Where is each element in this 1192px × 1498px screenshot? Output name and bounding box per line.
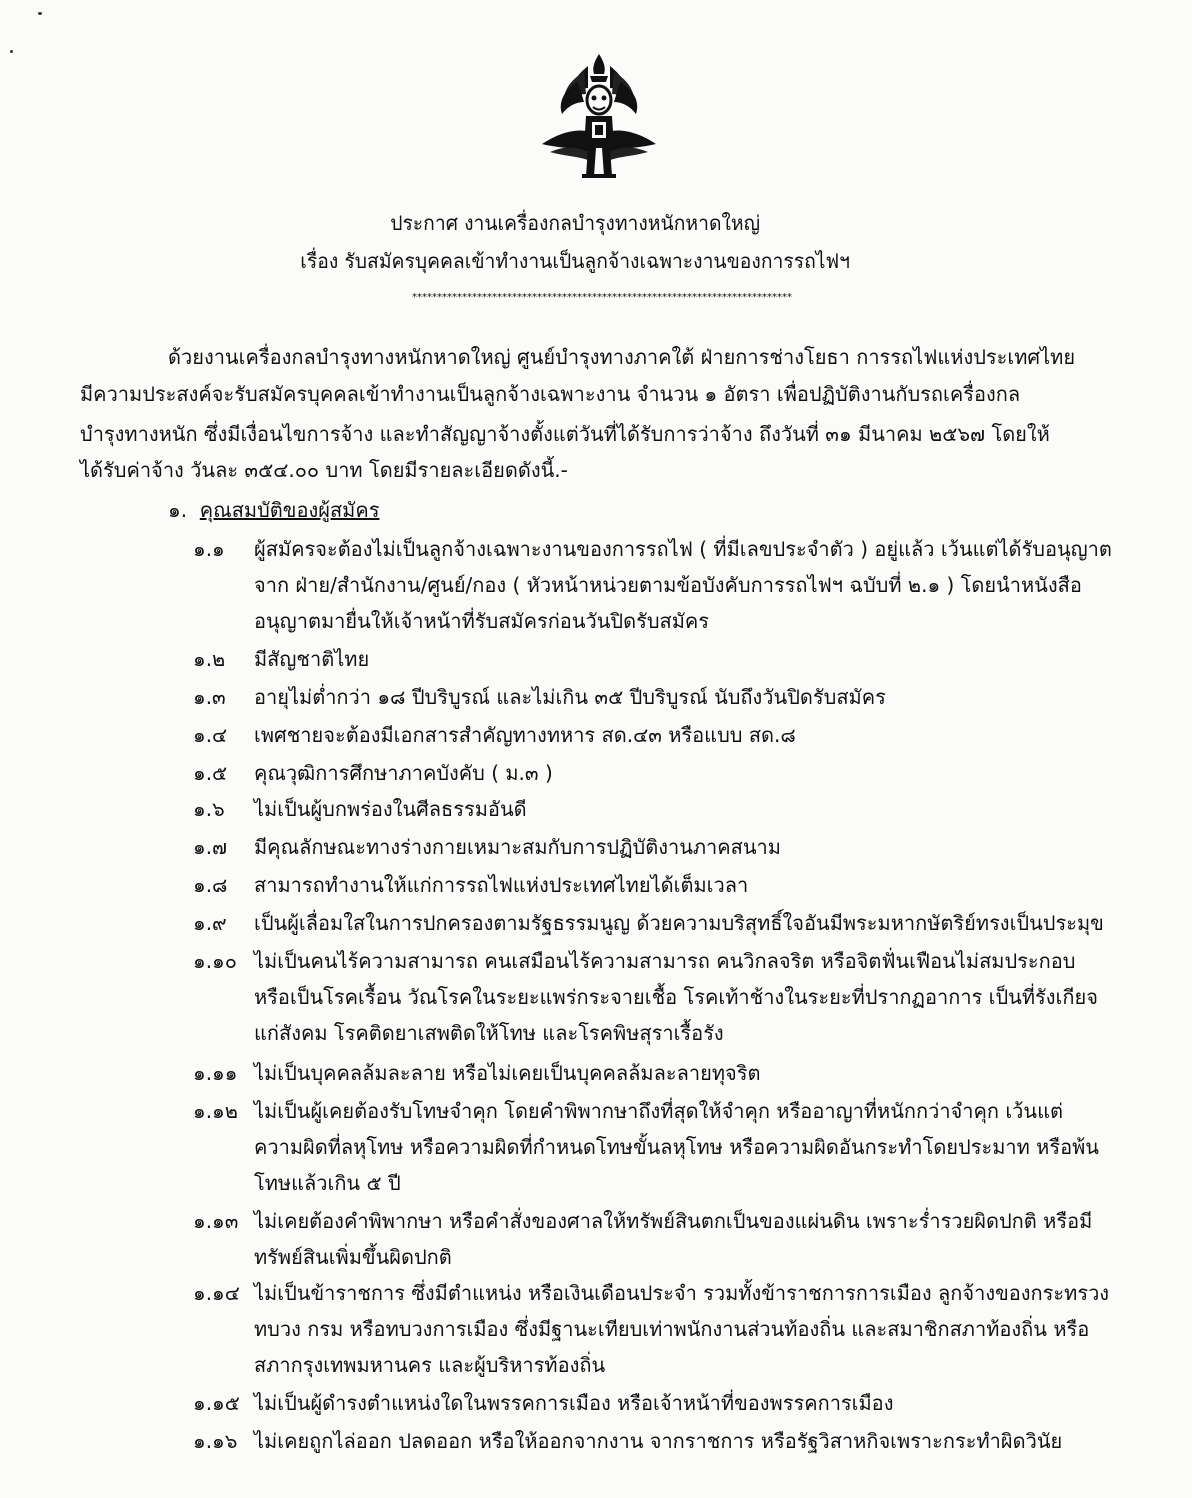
qualification-text xyxy=(254,679,1124,715)
qualification-line: หรือเป็นโรคเรื้อน วัณโรคในระยะแพร่กระจายเชื้อ โรคเท้าช้างในระยะที่ปรากฏอาการ เป็นที่รังเกียจ xyxy=(254,985,1098,1009)
intro-line-3: บำรุงทางหนัก ซึ่งมีเงื่อนไขการจ้าง และทำสัญญาจ้างตั้งแต่วันที่ได้รับการว่าจ้าง ถึงวันที่ ๓๑ มีนาคม ๒๕๖๗ โดยให้ xyxy=(80,422,1050,446)
qualification-text xyxy=(254,867,1124,903)
announcement-subject: เรื่อง รับสมัครบุคคลเข้าทำงานเป็นลูกจ้างเฉพาะงานของการรถไฟฯ xyxy=(300,249,850,273)
qualification-text xyxy=(254,1093,1124,1201)
qualification-number: ๑.๘ xyxy=(193,873,228,897)
qualification-number: ๑.๑ xyxy=(193,537,225,561)
qualification-number: ๑.๗ xyxy=(193,835,228,859)
section-title: คุณสมบัติของผู้สมัคร xyxy=(199,498,380,522)
qualification-line: ไม่เป็นผู้ดำรงตำแหน่งใดในพรรคการเมือง หรือเจ้าหน้าที่ของพรรคการเมือง xyxy=(254,1391,894,1415)
qualification-line: ทบวง กรม หรือทบวงการเมือง ซึ่งมีฐานะเทียบเท่าพนักงานส่วนท้องถิ่น และสมาชิกสภาท้องถิ่น หรือ xyxy=(254,1317,1090,1341)
section-heading xyxy=(168,496,379,524)
qualification-line: ไม่เป็นคนไร้ความสามารถ คนเสมือนไร้ความสามารถ คนวิกลจริต หรือจิตฟั่นเฟือนไม่สมประกอบ xyxy=(254,949,1076,973)
qualification-text xyxy=(254,531,1124,639)
qualification-number: ๑.๔ xyxy=(193,723,228,747)
qualification-text xyxy=(254,1275,1124,1383)
qualification-text xyxy=(254,791,1124,827)
qualification-text xyxy=(254,717,1124,753)
qualification-text xyxy=(254,943,1124,1051)
qualification-text xyxy=(254,755,1124,791)
qualification-line: มีสัญชาติไทย xyxy=(254,647,370,671)
qualification-line: สามารถทำงานให้แก่การรถไฟแห่งประเทศไทยได้เต็มเวลา xyxy=(254,873,749,897)
qualification-number: ๑.๒ xyxy=(193,647,226,671)
qualification-line: มีคุณลักษณะทางร่างกายเหมาะสมกับการปฏิบัติงานภาคสนาม xyxy=(254,835,781,859)
section-number: ๑. xyxy=(168,498,188,522)
qualification-line: ทรัพย์สินเพิ่มขึ้นผิดปกติ xyxy=(254,1245,452,1269)
qualification-line: โทษแล้วเกิน ๕ ปี xyxy=(254,1171,401,1195)
qualification-text xyxy=(254,1203,1124,1275)
qualification-number: ๑.๕ xyxy=(193,761,228,785)
qualification-line: อายุไม่ต่ำกว่า ๑๘ ปีบริบูรณ์ และไม่เกิน ๓๕ ปีบริบูรณ์ นับถึงวันปิดรับสมัคร xyxy=(254,685,886,709)
qualification-line: ไม่เคยถูกไล่ออก ปลดออก หรือให้ออกจากงาน จากราชการ หรือรัฐวิสาหกิจเพราะกระทำผิดวินัย xyxy=(254,1429,1063,1453)
qualification-line: ไม่เป็นบุคคลล้มละลาย หรือไม่เคยเป็นบุคคลล้มละลายทุจริต xyxy=(254,1061,761,1085)
qualification-number: ๑.๑๑ xyxy=(193,1061,238,1085)
qualification-number: ๑.๙ xyxy=(193,911,227,935)
qualification-line: ไม่เป็นผู้บกพร่องในศีลธรรมอันดี xyxy=(254,797,527,821)
qualification-line: คุณวุฒิการศึกษาภาคบังคับ ( ม.๓ ) xyxy=(254,761,553,785)
scan-speck xyxy=(10,50,13,53)
qualification-number: ๑.๓ xyxy=(193,685,226,709)
qualification-line: ความผิดที่ลหุโทษ หรือความผิดที่กำหนดโทษขั้นลหุโทษ หรือความผิดอันกระทำโดยประมาท หรือพ้น xyxy=(254,1135,1099,1159)
qualification-line: ไม่เป็นผู้เคยต้องรับโทษจำคุก โดยคำพิพากษาถึงที่สุดให้จำคุก หรืออาญาที่หนักกว่าจำคุก เว้นแต่ xyxy=(254,1099,1063,1123)
qualification-number: ๑.๑๕ xyxy=(193,1391,240,1415)
qualification-number: ๑.๑๖ xyxy=(193,1429,238,1453)
qualification-number: ๑.๑๐ xyxy=(193,949,237,973)
qualification-text xyxy=(254,1055,1124,1091)
qualification-number: ๑.๑๒ xyxy=(193,1099,238,1123)
qualification-number: ๑.๖ xyxy=(193,797,225,821)
qualification-number: ๑.๑๓ xyxy=(193,1209,239,1233)
intro-line-1: ด้วยงานเครื่องกลบำรุงทางหนักหาดใหญ่ ศูนย์บำรุงทางภาคใต้ ฝ่ายการช่างโยธา การรถไฟแห่งประเทศไทย xyxy=(168,345,1076,369)
qualification-line: เพศชายจะต้องมีเอกสารสำคัญทางทหาร สด.๔๓ หรือแบบ สด.๘ xyxy=(254,723,796,747)
qualification-line: สภากรุงเทพมหานคร และผู้บริหารท้องถิ่น xyxy=(254,1353,606,1377)
announcement-title: ประกาศ งานเครื่องกลบำรุงทางหนักหาดใหญ่ xyxy=(390,211,761,235)
qualification-line: เป็นผู้เลื่อมใสในการปกครองตามรัฐธรรมนูญ ด้วยความบริสุทธิ์ใจอันมีพระมหากษัตริย์ทรงเป็นประมุข xyxy=(254,911,1104,935)
qualification-text xyxy=(254,641,1124,677)
qualification-line: ไม่เคยต้องคำพิพากษา หรือคำสั่งของศาลให้ทรัพย์สินตกเป็นของแผ่นดิน เพราะร่ำรวยผิดปกติ หรือมี xyxy=(254,1209,1093,1233)
qualification-line: แก่สังคม โรคติดยาเสพติดให้โทษ และโรคพิษสุราเรื้อรัง xyxy=(254,1021,724,1045)
scan-speck xyxy=(38,12,42,15)
qualification-text xyxy=(254,1385,1124,1421)
qualification-text xyxy=(254,905,1124,941)
qualification-line: อนุญาตมายื่นให้เจ้าหน้าที่รับสมัครก่อนวันปิดรับสมัคร xyxy=(254,609,710,633)
qualification-line: ไม่เป็นข้าราชการ ซึ่งมีตำแหน่ง หรือเงินเดือนประจำ รวมทั้งข้าราชการการเมือง ลูกจ้างของกระทรวง xyxy=(254,1281,1110,1305)
qualification-line: ผู้สมัครจะต้องไม่เป็นลูกจ้างเฉพาะงานของการรถไฟ ( ที่มีเลขประจำตัว ) อยู่แล้ว เว้นแต่ได้รับอนุญาต xyxy=(254,537,1112,561)
railway-emblem-icon xyxy=(540,52,658,180)
qualification-number: ๑.๑๔ xyxy=(193,1281,240,1305)
qualification-line: จาก ฝ่าย/สำนักงาน/ศูนย์/กอง ( หัวหน้าหน่วยตามข้อบังคับการรถไฟฯ ฉบับที่ ๒.๑ ) โดยนำหนังสือ xyxy=(254,573,1082,597)
qualification-text xyxy=(254,829,1124,865)
separator-line: **************************************************************************** xyxy=(412,293,792,303)
intro-line-2: มีความประสงค์จะรับสมัครบุคคลเข้าทำงานเป็นลูกจ้างเฉพาะงาน จำนวน ๑ อัตรา เพื่อปฏิบัติงานกับรถเครื่องกล xyxy=(80,382,1021,406)
intro-line-4: ได้รับค่าจ้าง วันละ ๓๕๔.๐๐ บาท โดยมีรายละเอียดดังนี้.- xyxy=(80,458,568,482)
qualification-text xyxy=(254,1423,1124,1459)
